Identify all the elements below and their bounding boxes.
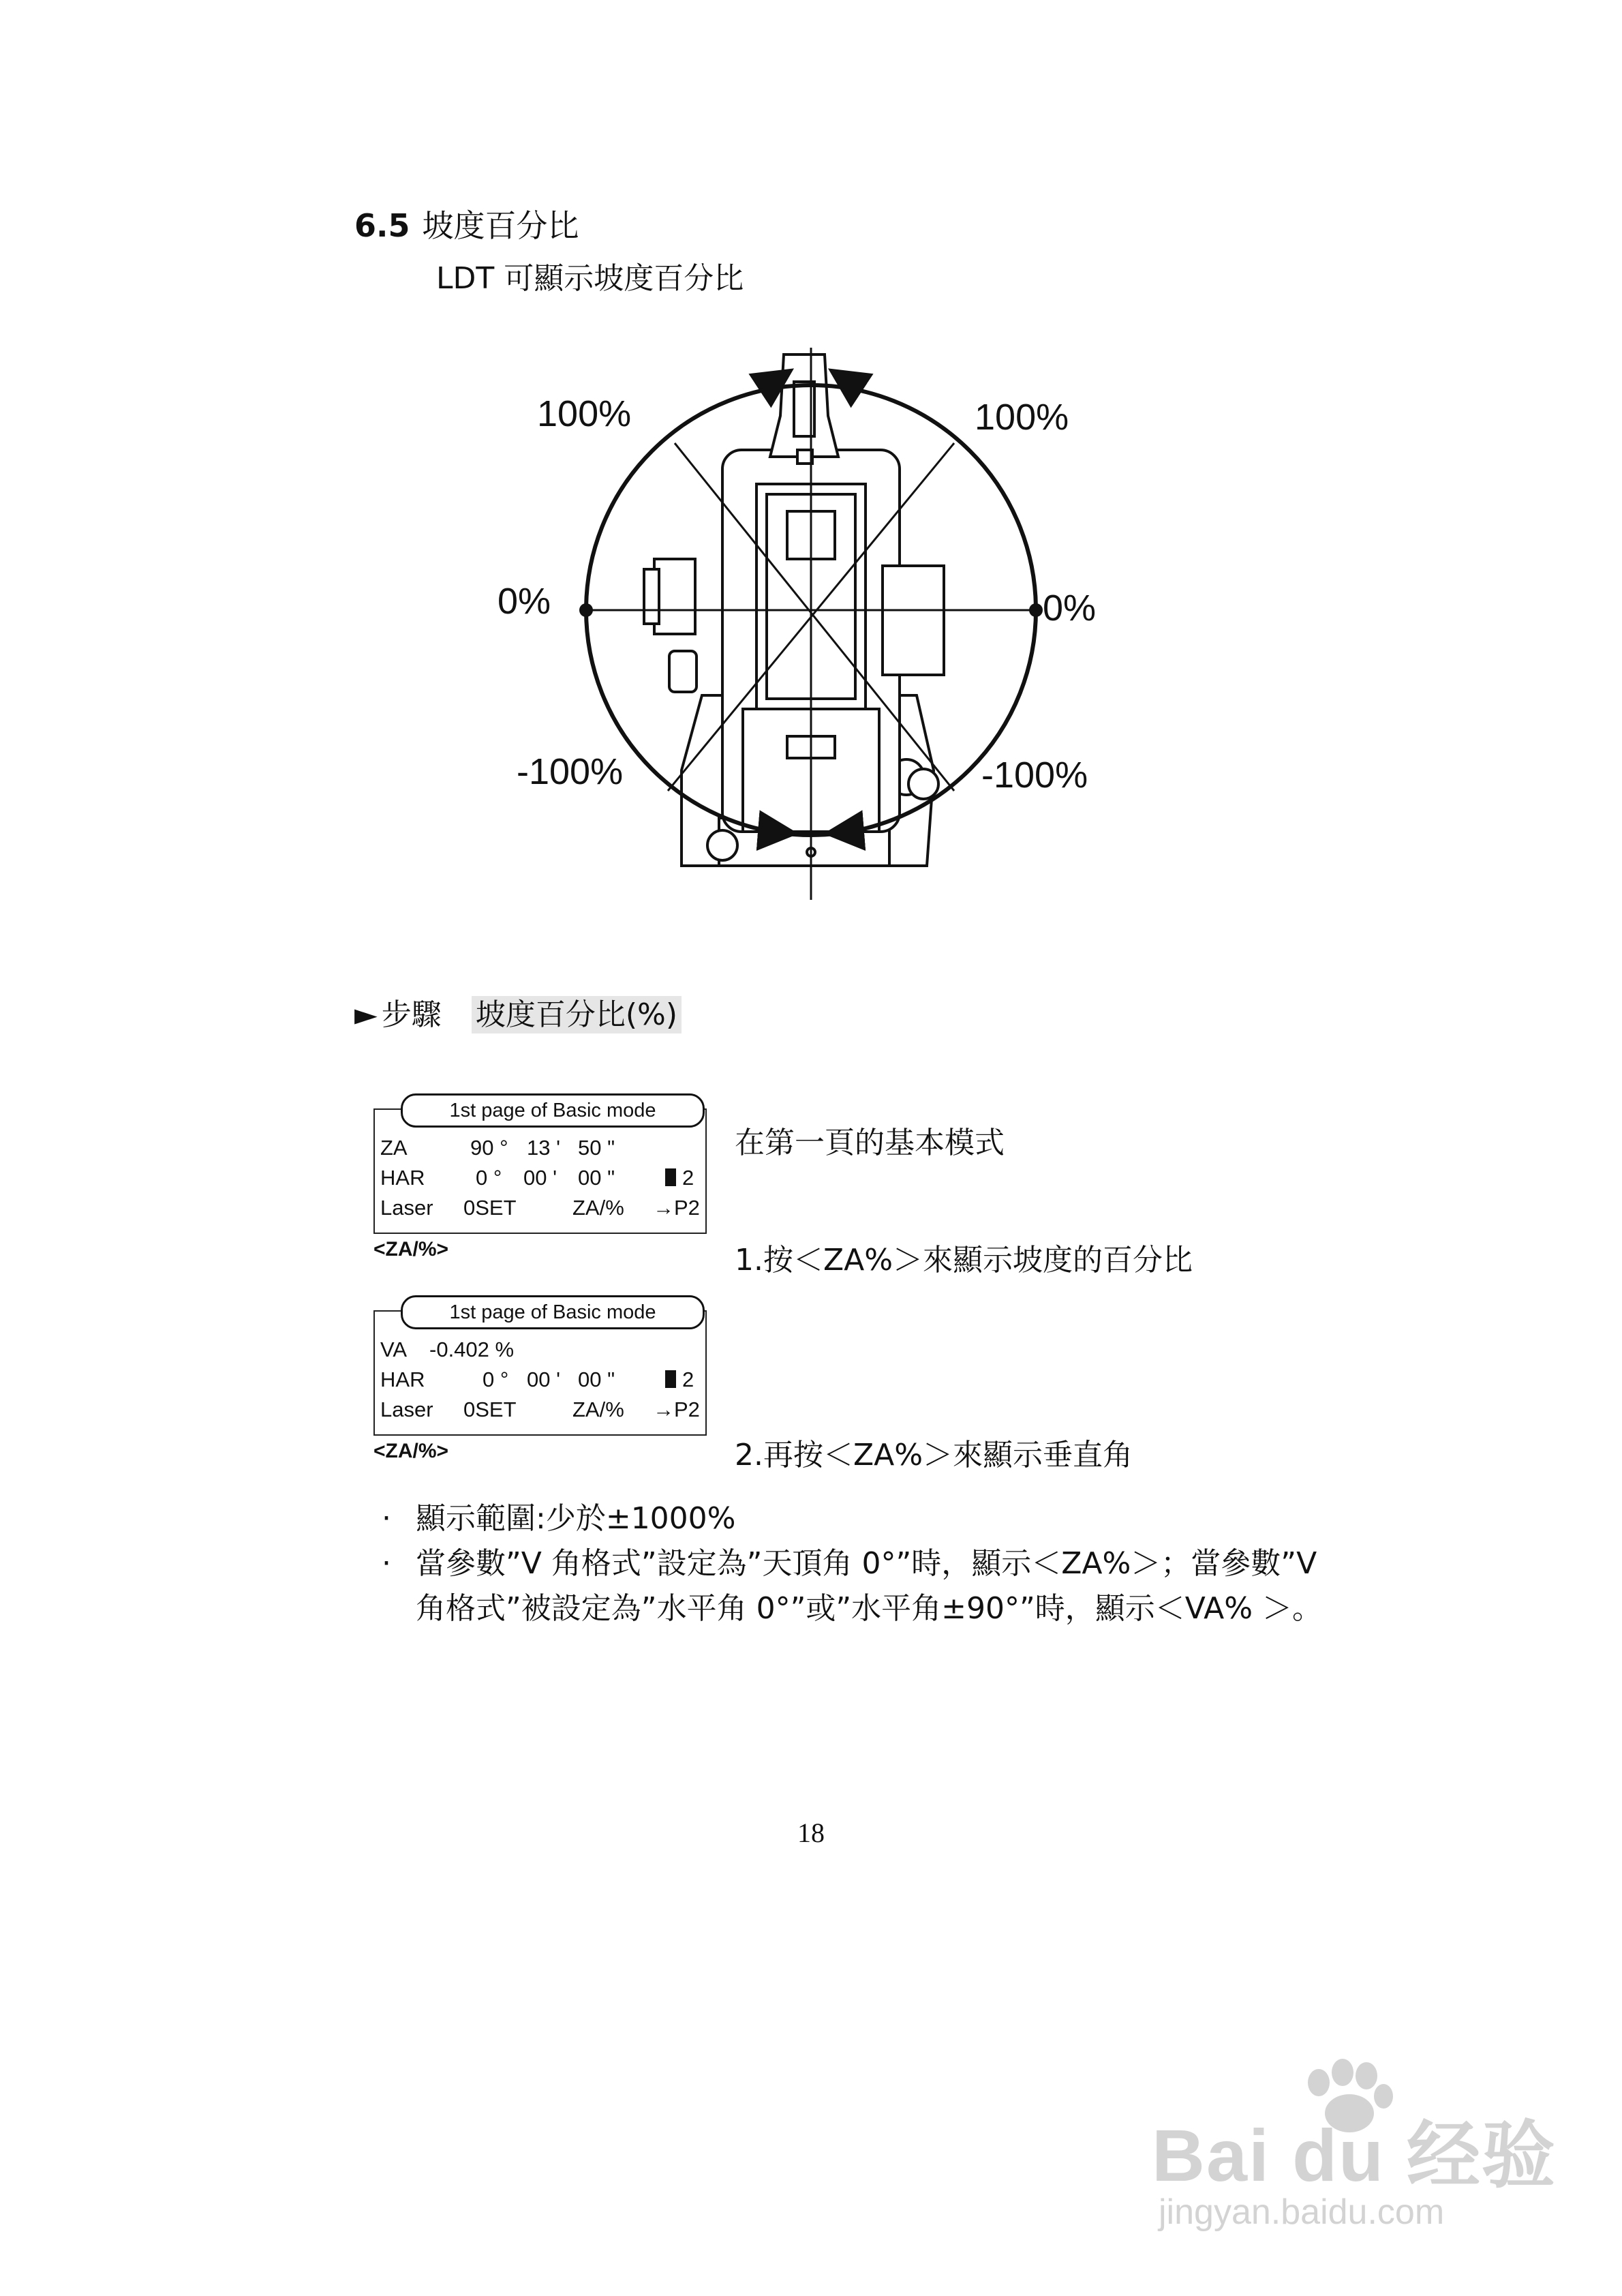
step-description-2: 2.再按＜ZA%＞來顯示垂直角: [735, 1438, 1133, 1472]
page-number: 18: [797, 1817, 825, 1848]
notes: [382, 1496, 1322, 1631]
battery-level: 2: [682, 1368, 694, 1391]
lcd-screen-1: [373, 1093, 707, 1271]
steps-label: 步驟: [381, 997, 442, 1032]
left-zero-marker: [579, 603, 593, 617]
har-minutes: 00 ': [527, 1368, 561, 1391]
battery-icon: [665, 1168, 676, 1186]
triangle-icon: ►: [354, 997, 378, 1032]
lcd-screen-2: [373, 1295, 707, 1472]
softkey-za-percent[interactable]: ZA/%: [572, 1398, 624, 1421]
steps-heading: [354, 990, 682, 1033]
softkey-0set[interactable]: 0SET: [463, 1196, 517, 1220]
step-description-basic-mode: 在第一頁的基本模式: [735, 1126, 1005, 1160]
section-subtitle: LDT 可顯示坡度百分比: [436, 261, 744, 296]
lcd-softkey-row: [380, 1398, 701, 1425]
softkey-laser[interactable]: Laser: [380, 1196, 433, 1220]
softkey-page-2[interactable]: →P2: [653, 1196, 700, 1220]
za-degrees: 90 °: [470, 1136, 508, 1160]
har-label: HAR: [380, 1166, 425, 1190]
lcd-row-za: [380, 1136, 701, 1163]
har-seconds: 00 ": [578, 1166, 615, 1190]
right-zero-marker: [1029, 603, 1043, 617]
har-seconds: 00 ": [578, 1368, 615, 1391]
har-degrees: 0 °: [476, 1166, 502, 1190]
za-seconds: 50 ": [578, 1136, 615, 1160]
softkey-page-2[interactable]: →P2: [653, 1398, 700, 1421]
section-heading: [354, 201, 579, 246]
label-right: 0%: [1043, 588, 1097, 629]
label-top-right: 100%: [975, 397, 1069, 438]
battery-level: 2: [682, 1166, 694, 1190]
va-label: VA: [380, 1338, 408, 1361]
lcd-row-va: [380, 1338, 701, 1365]
softkey-0set[interactable]: 0SET: [463, 1398, 517, 1421]
section-number: 6.5: [354, 207, 410, 244]
note-text: 顯示範圍:少於±1000%: [416, 1501, 736, 1536]
pressed-key-label: <ZA/%>: [373, 1440, 449, 1462]
battery-icon: [665, 1370, 676, 1388]
bullet-icon: ·: [382, 1546, 391, 1581]
har-label: HAR: [380, 1368, 425, 1391]
lcd-header: 1st page of Basic mode: [401, 1295, 705, 1329]
lcd-softkey-row: [380, 1196, 701, 1223]
watermark-sub: jingyan.baidu.com: [1159, 2192, 1445, 2232]
watermark-main: Bai du 经验: [1152, 2114, 1557, 2196]
note-text: 當參數”V 角格式”設定為”天頂角 0°”時，顯示＜ZA%＞；當參數”V 角格式”被設定為”水平角 0°”或”水平角±90°”時，顯示＜VA% ＞。: [416, 1546, 1322, 1626]
za-label: ZA: [380, 1136, 408, 1160]
va-value: -0.402 %: [429, 1338, 515, 1361]
lcd-row-har: [380, 1166, 701, 1193]
label-bottom-left: -100%: [517, 751, 624, 792]
har-degrees: 0 °: [483, 1368, 509, 1391]
label-bottom-right: -100%: [981, 755, 1088, 796]
label-left: 0%: [498, 581, 551, 622]
lcd-row-har: [380, 1368, 701, 1395]
note-format: [382, 1541, 1322, 1631]
steps-title: 坡度百分比(%): [472, 996, 682, 1033]
section-title: 坡度百分比: [422, 207, 579, 244]
bullet-icon: ·: [382, 1501, 391, 1536]
baidu-watermark: [1152, 2059, 1557, 2250]
note-range: [382, 1496, 1322, 1541]
lcd-header: 1st page of Basic mode: [401, 1093, 705, 1128]
softkey-za-percent[interactable]: ZA/%: [572, 1196, 624, 1220]
slope-percent-diagram: [477, 341, 1131, 913]
za-minutes: 13 ': [527, 1136, 561, 1160]
step-description-1: 1.按＜ZA%＞來顯示坡度的百分比: [735, 1243, 1193, 1278]
pressed-key-label: <ZA/%>: [373, 1238, 449, 1260]
label-top-left: 100%: [537, 393, 632, 434]
har-minutes: 00 ': [523, 1166, 557, 1190]
softkey-laser[interactable]: Laser: [380, 1398, 433, 1421]
